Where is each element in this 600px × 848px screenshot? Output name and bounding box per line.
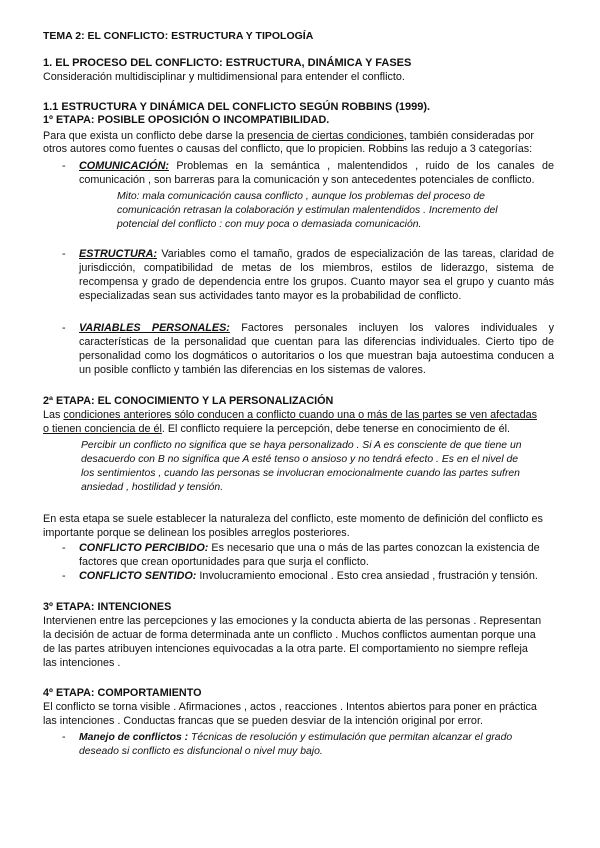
underlined-conditions: presencia de ciertas condiciones [247, 130, 404, 142]
section-1-1-heading: 1.1 ESTRUCTURA Y DINÁMICA DEL CONFLICTO SEGÚN ROBBINS (1999). [43, 101, 431, 113]
stage-3-paragraph-line: la decisión de actuar de forma determinada ante un conflicto . Muchos conflictos aumentan porque una [43, 629, 536, 641]
manejo-label: Manejo de conflictos : [79, 732, 189, 743]
variables-line: personalidad como los dogmáticos o autoritarios o los que muestran baja autoestima conducen a [79, 350, 554, 362]
percibido-label: CONFLICTO PERCIBIDO: [79, 542, 209, 554]
stage-4-paragraph-line: las intenciones . Conductas francas que se pueden desviar de la intención original por error. [43, 715, 483, 727]
bullet-dash: - [62, 322, 66, 334]
stage-2-italic-note: Percibir un conflicto no significa que se haya personalizado . Si A es consciente de que tiene un [81, 440, 522, 451]
stage-2-heading: 2ª ETAPA: EL CONOCIMIENTO Y LA PERSONALIZACIÓN [43, 395, 334, 407]
estructura-line: ESTRUCTURA: Variables como el tamaño, grados de especialización de las tareas, claridad de [79, 248, 554, 260]
variables-line: características de la personalidad que cuentan para las diferencias individuales. Cierto tipo de [79, 336, 554, 348]
estructura-line: especializadas sean sus actividades tanto mayor es la probabilidad de conflicto. [79, 290, 462, 302]
variables-line: VARIABLES PERSONALES: Factores personales incluyen los valores individuales y [79, 322, 555, 334]
mito-note: Mito: mala comunicación causa conflicto , aunque los problemas del proceso de [117, 191, 485, 202]
percibido-line: CONFLICTO PERCIBIDO: Es necesario que una o más de las partes conozcan la existencia de [79, 542, 540, 554]
stage-2-italic-note: desacuerdo con B no significa que A esté tenso o ansioso y no tendrá efecto . Es en el nivel de [81, 454, 519, 465]
document-title: TEMA 2: EL CONFLICTO: ESTRUCTURA Y TIPOLOGÍA [43, 30, 314, 42]
bullet-dash: - [62, 570, 66, 582]
section-1-intro: Consideración multidisciplinar y multidimensional para entender el conflicto. [43, 71, 405, 83]
variables-line: un posible conflicto y también las diferencias en los sistemas de valores. [79, 364, 426, 376]
comunicacion-line: comunicación , son barreras para la comunicación y son antecedentes potenciales de conflicto. [79, 174, 535, 186]
section-1-heading: 1. EL PROCESO DEL CONFLICTO: ESTRUCTURA, DINÁMICA Y FASES [43, 57, 412, 69]
stage-2-paragraph-line: Las condiciones anteriores sólo conducen a conflicto cuando una o más de las partes se ven afectadas [43, 409, 537, 421]
stage-4-heading: 4º ETAPA: COMPORTAMIENTO [43, 687, 202, 699]
sentido-line: CONFLICTO SENTIDO: Involucramiento emocional . Esto crea ansiedad , frustración y tensión. [79, 570, 538, 582]
estructura-label: ESTRUCTURA: [79, 248, 157, 260]
stage-2-paragraph-line: o tienen conciencia de él. El conflicto requiere la percepción, debe tenerse en conocimiento de él. [43, 423, 510, 435]
stage-2-italic-note: ansiedad , hostilidad y tensión. [81, 482, 224, 493]
estructura-line: jurisdicción, compatibilidad de metas de los miembros, estilos de liderazgo, sistema de [79, 262, 554, 274]
stage-3-paragraph-line: Intervienen entre las percepciones y las emociones y la conducta abierta de las personas . Representan [43, 615, 542, 627]
bullet-dash: - [62, 542, 66, 554]
stage-1-paragraph-line: Para que exista un conflicto debe darse la presencia de ciertas condiciones, también consideradas por [43, 130, 534, 142]
stage-1-heading: 1º ETAPA: POSIBLE OPOSICIÓN O INCOMPATIBILIDAD. [43, 114, 330, 126]
stage-2-paragraph-2: importante porque se delinean los posibles arreglos posteriores. [43, 527, 350, 539]
bullet-dash: - [62, 248, 66, 260]
comunicacion-label: COMUNICACIÓN: [79, 160, 169, 172]
stage-3-heading: 3º ETAPA: INTENCIONES [43, 601, 172, 613]
sentido-label: CONFLICTO SENTIDO: [79, 570, 197, 582]
mito-note: potencial del conflicto : con muy poca o demasiada comunicación. [117, 219, 422, 230]
stage-3-paragraph-line: de las partes atribuyen intenciones equivocadas a la otra parte. El comportamiento no siempre refleja [43, 643, 528, 655]
stage-1-paragraph-line: otros autores como fuentes o causas del conflicto, que lo propicien. Robbins las redujo a 3 categorías: [43, 143, 533, 155]
stage-4-paragraph-line: El conflicto se torna visible . Afirmaciones , actos , reacciones . Intentos abiertos para poner en práctica [43, 701, 537, 713]
stage-2-italic-note: los sentimientos , cuando las personas se involucran emocionalmente cuando las partes sufren [81, 468, 520, 479]
bullet-dash: - [62, 731, 66, 743]
stage-3-paragraph-line: las intenciones . [43, 657, 121, 669]
percibido-line: factores que crean oportunidades para que surja el conflicto. [79, 556, 369, 568]
manejo-line: Manejo de conflictos : Técnicas de resolución y estimulación que permitan alcanzar el grado [79, 732, 513, 743]
stage-2-paragraph-2: En esta etapa se suele establecer la naturaleza del conflicto, este momento de definición del conflicto es [43, 513, 543, 525]
estructura-line: recompensa y grado de dependencia entre los grupos. Cuanto mayor sea el grupo y cuanto más [79, 276, 554, 288]
manejo-line: deseado si conflicto es disfuncional o nivel muy bajo. [79, 746, 323, 757]
mito-note: comunicación retrasan la colaboración y estimulan malentendidos . Incremento del [117, 205, 498, 216]
bullet-dash: - [62, 160, 66, 172]
variables-label: VARIABLES PERSONALES: [79, 322, 230, 334]
comunicacion-line: COMUNICACIÓN: Problemas en la semántica , malentendidos , ruido de los canales de [79, 160, 555, 172]
